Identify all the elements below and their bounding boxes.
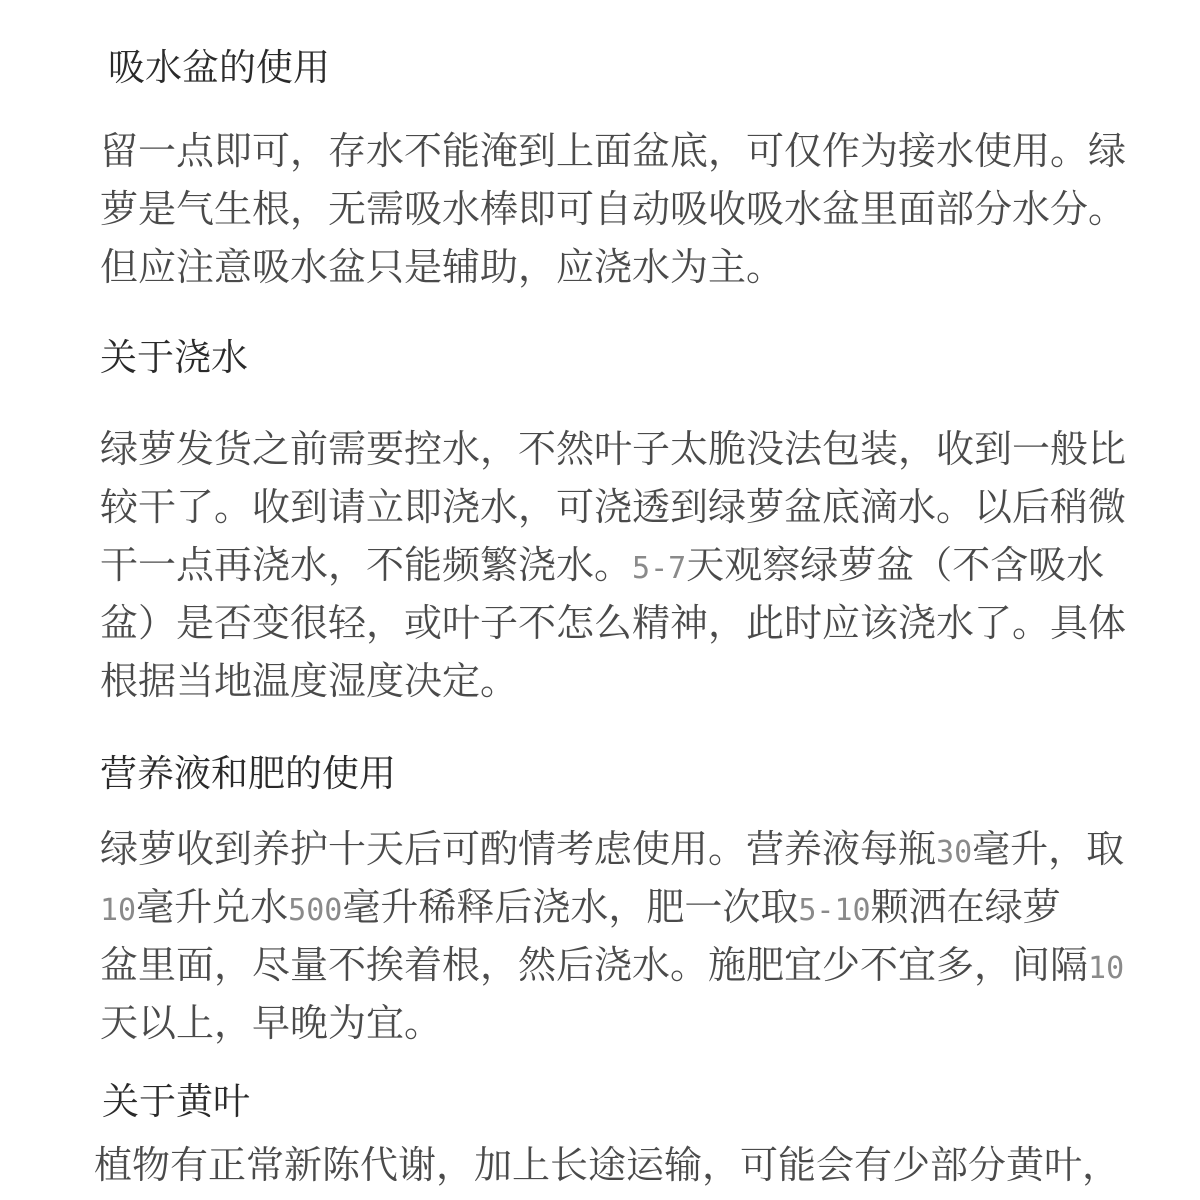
- text-line: 绿萝发货之前需要控水，不然叶子太脆没法包装，收到一般比: [100, 427, 1127, 471]
- section-heading-nutrients: 营养液和肥的使用: [100, 752, 396, 795]
- number-text: 30: [936, 835, 973, 870]
- text-line: 根据当地温度湿度决定。: [100, 659, 519, 703]
- section-heading-watering: 关于浇水: [100, 336, 248, 379]
- number-text: 10: [1088, 951, 1125, 986]
- text-line: 干一点再浇水，不能频繁浇水。5-7天观察绿萝盆（不含吸水: [100, 543, 1105, 587]
- text-line: 植物有正常新陈代谢，加上长途运输，可能会有少部分黄叶，: [94, 1143, 1121, 1187]
- section-body-watering: [100, 420, 1126, 710]
- text-line: 10毫升兑水500毫升稀释后浇水，肥一次取5-10颗洒在绿萝: [100, 885, 1061, 929]
- text-line: 盆里面，尽量不挨着根，然后浇水。施肥宜少不宜多，间隔10: [100, 943, 1125, 987]
- text-line: 绿萝收到养护十天后可酌情考虑使用。营养液每瓶30毫升，取: [100, 827, 1125, 871]
- text-line: 萝是气生根，无需吸水棒即可自动吸收吸水盆里面部分水分。: [100, 187, 1127, 231]
- number-text: 5-7: [632, 551, 687, 586]
- text-line: 但应注意吸水盆只是辅助，应浇水为主。: [100, 245, 785, 289]
- text-line: 留一点即可，存水不能淹到上面盆底，可仅作为接水使用。绿: [100, 129, 1127, 173]
- section-heading-water-tray: 吸水盆的使用: [108, 46, 330, 89]
- number-text: 5-10: [798, 893, 871, 928]
- text-line: 较干了。收到请立即浇水，可浇透到绿萝盆底滴水。以后稍微: [100, 485, 1127, 529]
- number-text: 10: [100, 893, 137, 928]
- section-body-yellow-leaves: [94, 1136, 1120, 1194]
- number-text: 500: [288, 893, 343, 928]
- section-body-water-tray: [100, 122, 1126, 296]
- text-line: 天以上，早晚为宜。: [100, 1001, 443, 1045]
- section-body-nutrients: [100, 820, 1124, 1052]
- section-heading-yellow-leaves: 关于黄叶: [102, 1080, 250, 1123]
- text-line: 盆）是否变很轻，或叶子不怎么精神，此时应该浇水了。具体: [100, 601, 1127, 645]
